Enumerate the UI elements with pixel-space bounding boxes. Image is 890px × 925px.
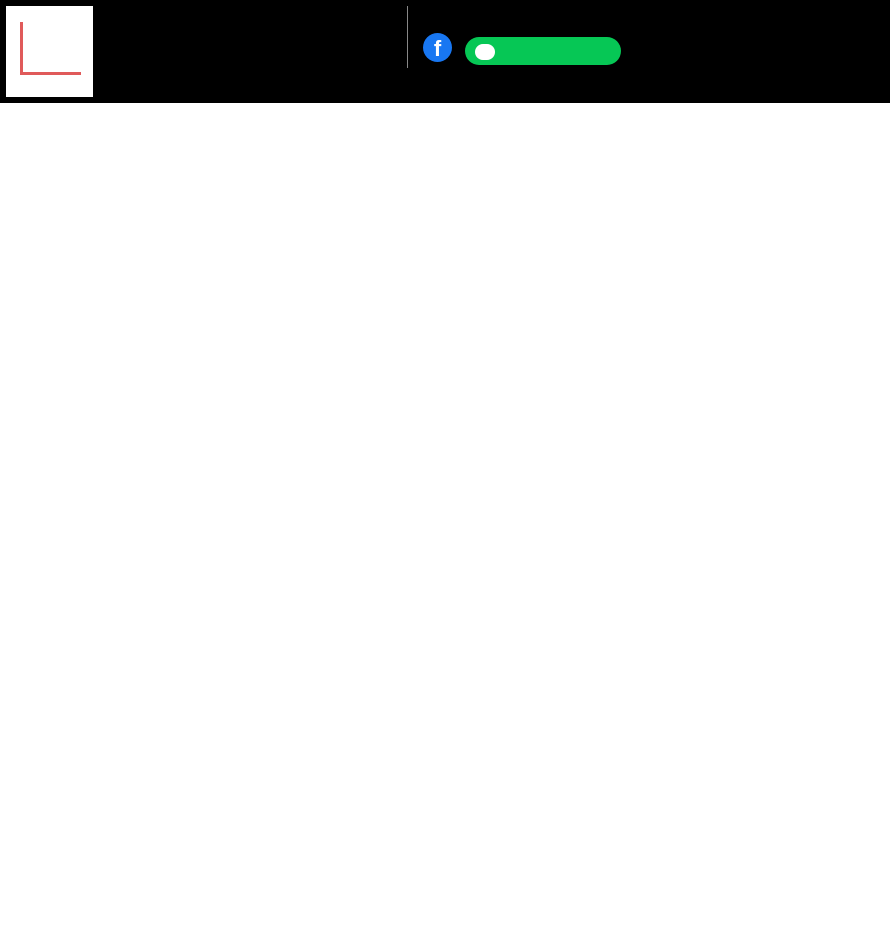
line-icon	[475, 44, 495, 60]
facebook-icon[interactable]: f	[423, 33, 452, 62]
logo-frame	[20, 22, 81, 75]
header-divider	[407, 6, 408, 68]
line-openchat-button[interactable]	[465, 37, 621, 65]
header-bar	[0, 0, 890, 103]
tfex-logo	[6, 6, 93, 97]
